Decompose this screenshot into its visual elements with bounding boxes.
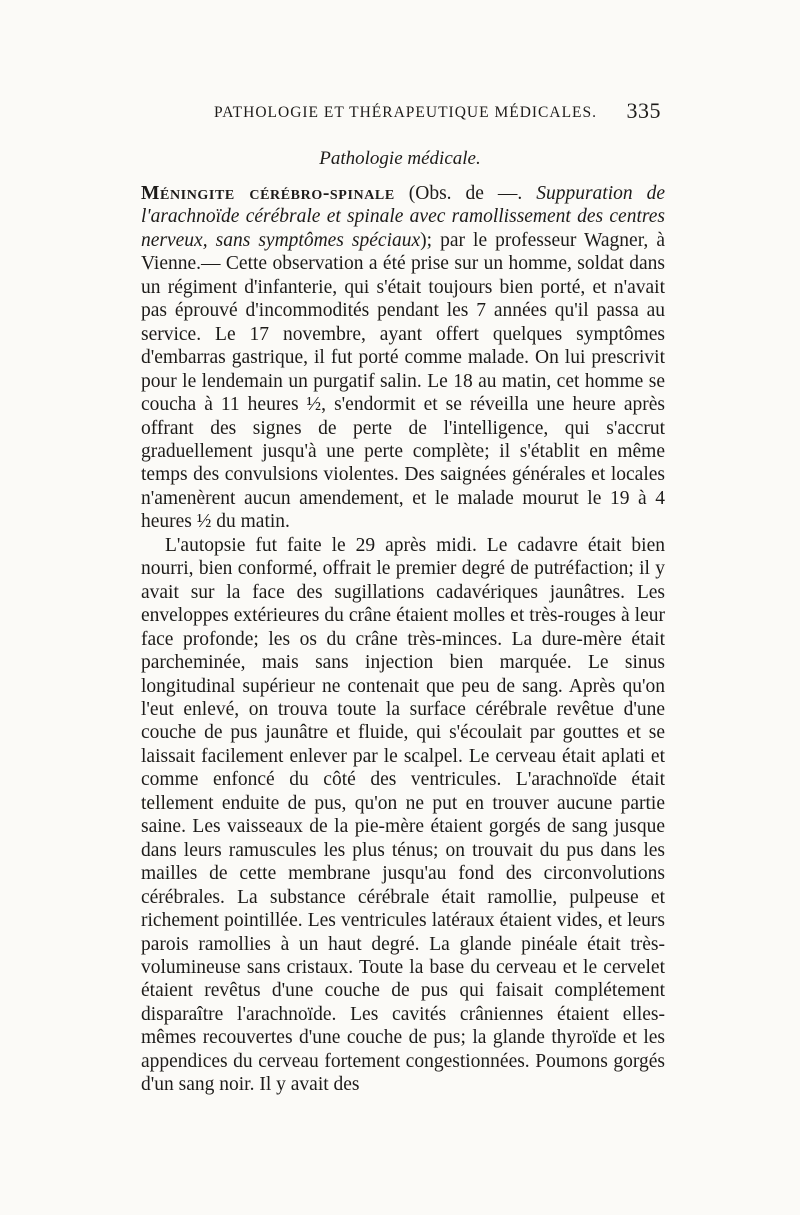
article-heading: Méningite cérébro-spinale bbox=[141, 183, 395, 204]
paragraph-1 bbox=[141, 182, 665, 534]
observation-reference: (Obs. de —. bbox=[394, 183, 537, 204]
page-number: 335 bbox=[626, 98, 661, 123]
section-title: Pathologie médicale. bbox=[319, 148, 481, 169]
article-body bbox=[141, 182, 665, 1097]
paragraph-1-text: ); par le professeur Wagner, à Vienne.— Cette observation a été prise sur un homme, soldat dans un régiment d'infanterie, qui s'était toujours bien porté, et n'avait pas éprouvé d'incommodités pendant les 7 années qu'il passa au service. Le 17 novembre, ayant offert quelques symptômes d'embarras gastrique, il fut porté comme malade. On lui prescrivit pour le lendemain un purgatif salin. Le 18 au matin, cet homme se coucha à 11 heures ½, s'endormit et se réveilla une heure après offrant des signes de perte de l'intelligence, qui s'accrut graduellement jusqu'à une perte complète; il s'établit en même temps des convulsions violentes. Des saignées générales et locales n'amenèrent aucun amendement, et le malade mourut le 19 à 4 heures ½ du matin. bbox=[141, 229, 665, 533]
paragraph-2: L'autopsie fut faite le 29 après midi. Le cadavre était bien nourri, bien conformé, offrait le premier degré de putréfaction; il y avait sur la face des sugillations cadavériques jaunâtres. Les enveloppes extérieures du crâne étaient molles et très-rouges à leur face profonde; les os du crâne très-minces. La dure-mère était parcheminée, mais sans injection bien marquée. Le sinus longitudinal supérieur ne contenait que peu de sang. Après qu'on l'eut enlevé, on trouva toute la surface cérébrale revêtue d'une couche de pus jaunâtre et fluide, qui s'écoulait par gouttes et se laissait facilement enlever par le scalpel. Le cerveau était aplati et comme enfoncé du côté des ventricules. L'arachnoïde était tellement enduite de pus, qu'on ne put en trouver aucune partie saine. Les vaisseaux de la pie-mère étaient gorgés de sang jusque dans leurs ramuscules les plus ténus; on trouvait du pus dans les mailles de cette membrane jusqu'au fond des circonvolutions cérébrales. La substance cérébrale était ramollie, pulpeuse et richement pointillée. Les ventricules latéraux étaient vides, et leurs parois ramollies à un haut degré. La glande pinéale était très-volumineuse sans cristaux. Toute la base du cerveau et le cervelet étaient revêtus d'une couche de pus qui faisait complétement disparaître l'arachnoïde. Les cavités crâniennes étaient elles-mêmes recouvertes d'une couche de pus; la glande thyroïde et les appendices du cerveau fortement congestionnées. Poumons gorgés d'un sang noir. Il y avait des bbox=[141, 534, 665, 1096]
article-subtitle: Suppuration de l'arachnoïde cérébrale et spinale avec ramollissement des centres nerveux, sans symptômes spéciaux bbox=[141, 183, 665, 251]
running-head-title: PATHOLOGIE ET THÉRAPEUTIQUE MÉDICALES. bbox=[214, 104, 598, 121]
running-head bbox=[141, 98, 661, 128]
